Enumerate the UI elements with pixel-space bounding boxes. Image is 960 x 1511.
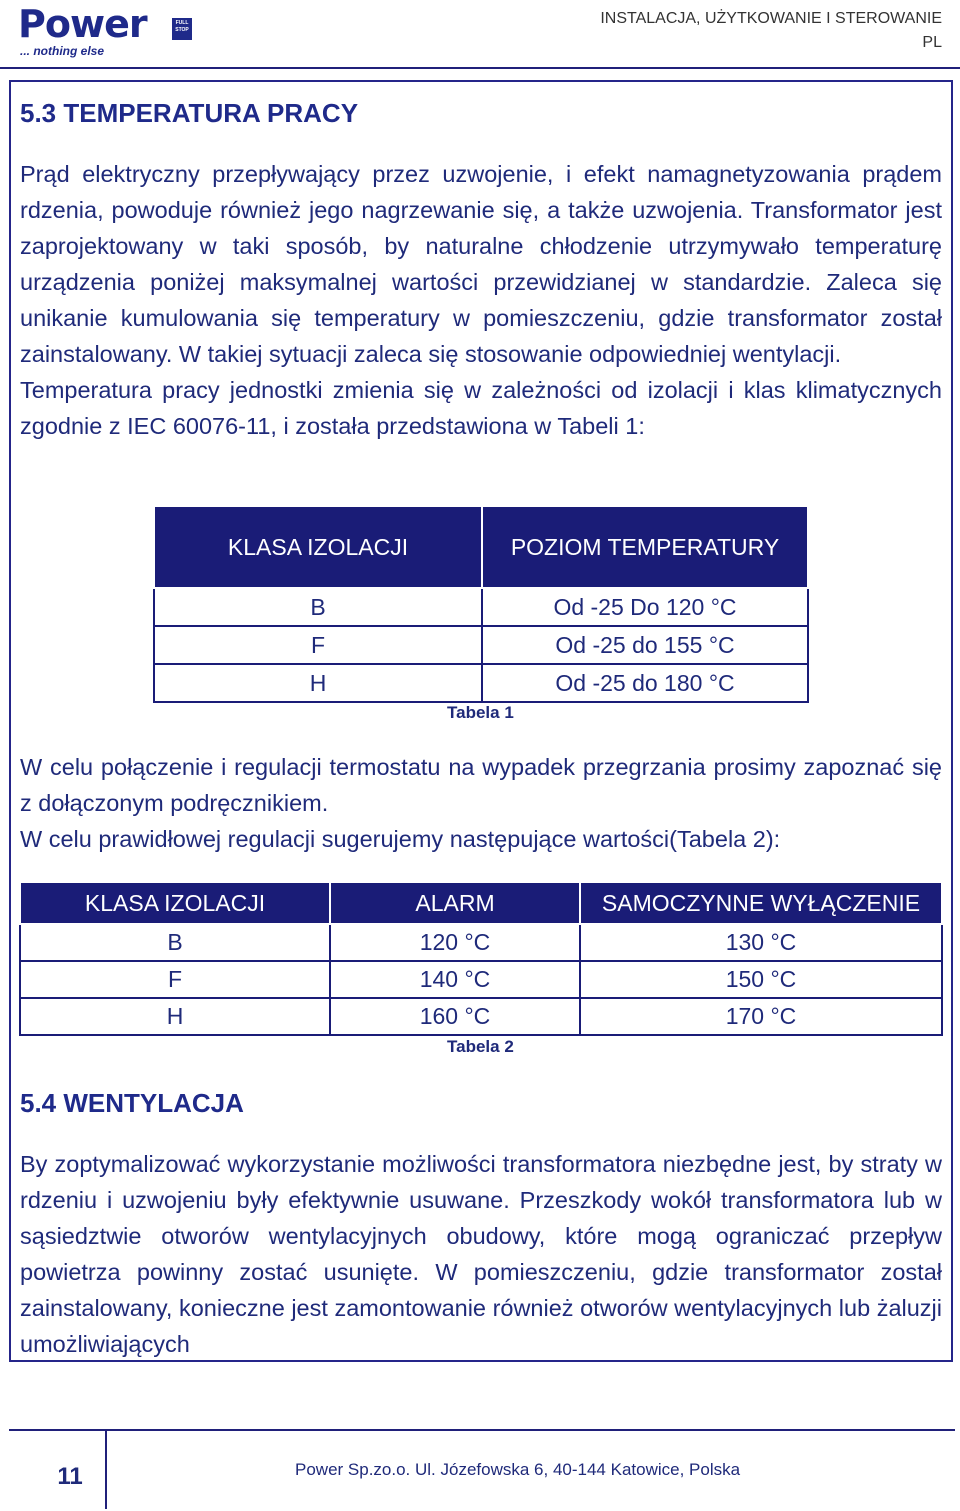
table-row	[20, 998, 942, 1035]
logo-badge: FULL STOP	[172, 18, 192, 40]
table-cell: 130 °C	[580, 924, 942, 961]
column-header: KLASA IZOLACJI	[20, 882, 330, 924]
table-cell: H	[154, 664, 482, 702]
alarm-settings-table	[19, 881, 943, 1036]
table-cell: F	[20, 961, 330, 998]
table-cell: 160 °C	[330, 998, 580, 1035]
company-address: Power Sp.zo.o. Ul. Józefowska 6, 40-144 Katowice, Polska	[295, 1460, 741, 1479]
table-row	[154, 626, 808, 664]
header-title	[600, 7, 942, 55]
paragraph: W celu prawidłowej regulacji sugerujemy następujące wartości(Tabela 2):	[20, 826, 781, 852]
table-cell: 120 °C	[330, 924, 580, 961]
column-header: ALARM	[330, 882, 580, 924]
insulation-temperature-table	[153, 505, 809, 703]
logo-wordmark: Power	[18, 2, 147, 46]
table-caption: Tabela 1	[447, 703, 514, 722]
footer-vertical-divider	[105, 1431, 107, 1509]
section-heading-temperatura-pracy: 5.3 TEMPERATURA PRACY	[20, 98, 359, 128]
table-cell: Od -25 Do 120 °C	[482, 588, 808, 626]
column-header: KLASA IZOLACJI	[154, 506, 482, 588]
table-cell: 140 °C	[330, 961, 580, 998]
paragraph: W celu połączenie i regulacji termostatu na wypadek przegrzania prosimy zapoznać się z dołączonym podręcznikiem.	[20, 754, 942, 816]
logo-tagline: ... nothing else	[20, 44, 105, 58]
table-cell: Od -25 do 180 °C	[482, 664, 808, 702]
document-title: INSTALACJA, UŻYTKOWANIE I STEROWANIE	[600, 10, 942, 27]
table-caption: Tabela 2	[447, 1037, 514, 1056]
footer-divider	[9, 1429, 955, 1431]
page-number: 11	[57, 1463, 83, 1490]
section-temperatura-text	[20, 156, 942, 444]
table-header-row	[154, 506, 808, 588]
table-header-row	[20, 882, 942, 924]
table-row	[20, 961, 942, 998]
column-header: POZIOM TEMPERATURY	[482, 506, 808, 588]
table-cell: B	[20, 924, 330, 961]
table-row	[154, 664, 808, 702]
paragraph: Temperatura pracy jednostki zmienia się w zależności od izolacji i klas klimatycznych zgodnie z IEC 60076-11, i została przedstawiona w Tabeli 1:	[20, 377, 942, 439]
column-header: SAMOCZYNNE WYŁĄCZENIE	[580, 882, 942, 924]
table-cell: Od -25 do 155 °C	[482, 626, 808, 664]
table-cell: F	[154, 626, 482, 664]
table-cell: 170 °C	[580, 998, 942, 1035]
table-cell: 150 °C	[580, 961, 942, 998]
header-divider	[0, 67, 960, 69]
table-cell: H	[20, 998, 330, 1035]
paragraph: By zoptymalizować wykorzystanie możliwości transformatora niezbędne jest, by straty w rdzeniu i uzwojeniu były efektywnie usuwane. Przeszkody wokół transformatora lub w sąsiedztwie otworów wentylacyjnych obudowy, które mogą ograniczać przepływ powietrza powinny zostać usunięte. W pomieszczeniu, gdzie transformator został zainstalowany, konieczne jest zamontowanie również otworów wentylacyjnych lub żaluzji umożliwiających	[20, 1151, 942, 1357]
thermostat-text	[20, 749, 942, 857]
table-row	[20, 924, 942, 961]
paragraph: Prąd elektryczny przepływający przez uzwojenie, i efekt namagnetyzowania prądem rdzenia, powoduje również jego nagrzewanie się, a także uzwojenia. Transformator jest zaprojektowany w taki sposób, by naturalne chłodzenie utrzymywało temperaturę urządzenia poniżej maksymalnej wartości przewidzianej w standardzie. Zaleca się unikanie kumulowania się temperatury w pomieszczeniu, gdzie transformator został zainstalowany. W takiej sytuacji zaleca się stosowanie odpowiedniej wentylacji.	[20, 161, 942, 367]
section-heading-wentylacja: 5.4 WENTYLACJA	[20, 1088, 244, 1118]
table-cell: B	[154, 588, 482, 626]
language-code: PL	[922, 34, 942, 51]
table-row	[154, 588, 808, 626]
section-wentylacja-text	[20, 1146, 942, 1362]
